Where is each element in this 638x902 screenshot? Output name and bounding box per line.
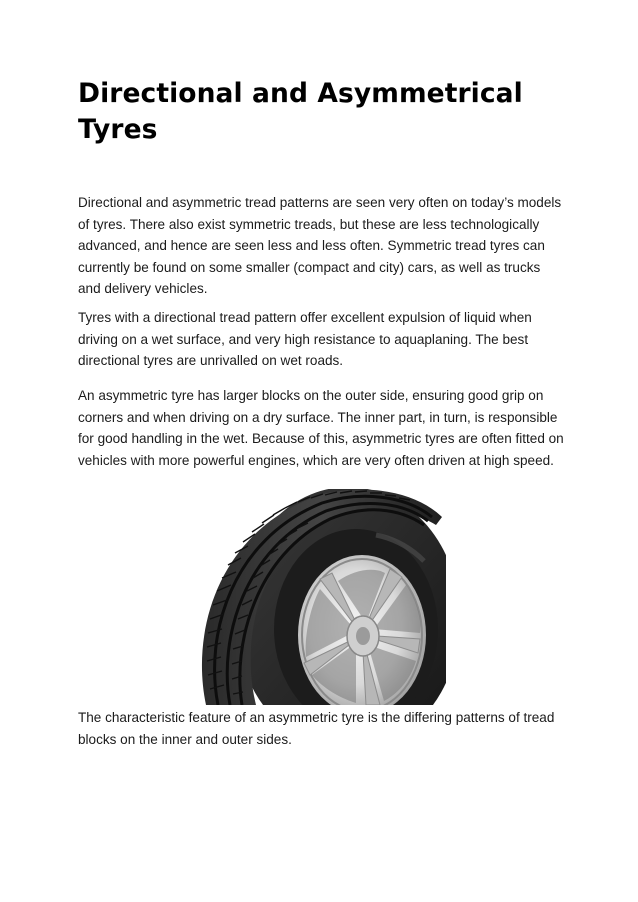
- tyre-photo: [170, 489, 446, 705]
- paragraph-intro: Directional and asymmetric tread patterns are seen very often on today’s models of tyres. There also exist symmetric treads, but these are less technologically advanced, and hence are seen less and less often. Symmetric tread tyres can currently be found on some smaller (compact and city) cars, as well as trucks and delivery vehicles.: [78, 195, 562, 297]
- paragraph-asymmetric: An asymmetric tyre has larger blocks on the outer side, ensuring good grip on corners and when driving on a dry surface. The inner part, in turn, is responsible for good handling in the wet. Because of this, asymmetric tyres are often fitted on vehicles with more powerful engines, which are very often driven at high speed.: [78, 388, 564, 468]
- paragraph-directional: Tyres with a directional tread pattern offer excellent expulsion of liquid when driving on a wet surface, and very high resistance to aquaplaning. The best directional tyres are unrivalled on wet roads.: [78, 310, 532, 369]
- tyre-illustration: [170, 489, 446, 705]
- page-title: Directional and Asymmetrical Tyres: [78, 78, 523, 145]
- figure-caption: The characteristic feature of an asymmetric tyre is the differing patterns of tread blocks on the inner and outer sides.: [78, 710, 555, 747]
